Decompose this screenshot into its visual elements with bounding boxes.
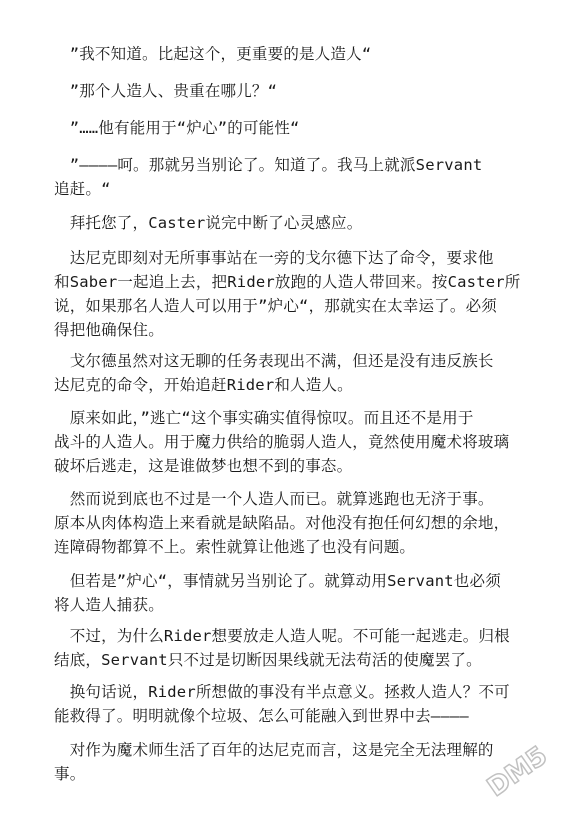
- paragraph-8: 原来如此，”逃亡“这个事实确实值得惊叹。而且还不是用于 战斗的人造人。用于魔力供给的脆弱人造人，竟然使用魔术将玻璃 破坏后逃走，这是谁做梦也想不到的事态。: [54, 409, 510, 475]
- paragraph-4: ”————呵。那就另当别论了。知道了。我马上就派Servant 追赶。“: [54, 156, 483, 198]
- paragraph-12: 换句话说，Rider所想做的事没有半点意义。拯救人造人？不可 能救得了。明明就像个垃圾、怎么可能融入到世界中去————: [54, 683, 510, 725]
- paragraph-3: ”……他有能用于“炉心”的可能性“: [54, 119, 300, 137]
- paragraph-10: 但若是”炉心“，事情就另当别论了。就算动用Servant也必须 将人造人捕获。: [54, 572, 501, 614]
- watermark-text: DM5: [482, 740, 553, 803]
- paragraph-5: 拜托您了，Caster说完中断了心灵感应。: [54, 214, 363, 232]
- paragraph-2: ”那个人造人、贵重在哪儿？“: [54, 82, 278, 100]
- paragraph-1: ”我不知道。比起这个，更重要的是人造人“: [54, 45, 372, 63]
- paragraph-11: 不过，为什么Rider想要放走人造人呢。不可能一起逃走。归根 结底，Servant只不过是切断因果线就无法苟活的使魔罢了。: [54, 627, 510, 669]
- paragraph-6: 达尼克即刻对无所事事站在一旁的戈尔德下达了命令，要求他 和Saber一起追上去，把Rider放跑的人造人带回来。按Caster所 说，如果那名人造人可以用于”炉心“，那就实在太幸运了。必须 得把他确保住。: [54, 249, 521, 339]
- paragraph-7: 戈尔德虽然对这无聊的任务表现出不满，但还是没有违反族长 达尼克的命令，开始追赶Rider和人造人。: [54, 352, 494, 394]
- paragraph-13: 对作为魔术师生活了百年的达尼克而言，这是完全无法理解的 事。: [54, 741, 494, 783]
- paragraph-9: 然而说到底也不过是一个人造人而已。就算逃跑也无济于事。 原本从肉体构造上来看就是缺陷品。对他没有抱任何幻想的余地， 连障碍物都算不上。索性就算让他逃了也没有问题。: [54, 490, 510, 556]
